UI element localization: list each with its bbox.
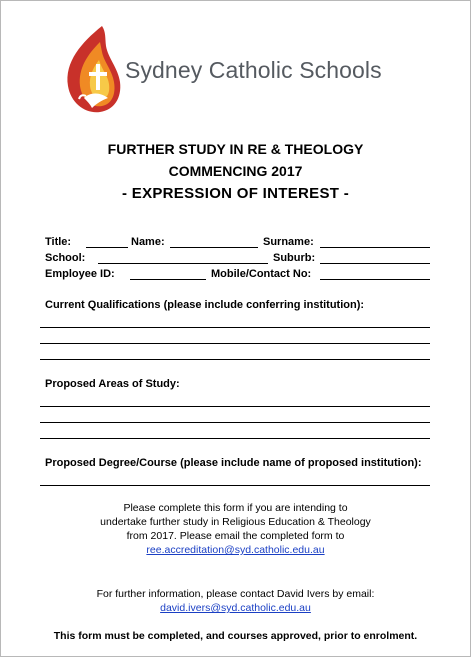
instructions-line-1: Please complete this form if you are intending to [123, 502, 348, 514]
title-field[interactable] [86, 247, 128, 248]
qualifications-line-1[interactable] [40, 327, 430, 328]
form-type: - EXPRESSION OF INTEREST - [122, 185, 349, 202]
qualifications-line-3[interactable] [40, 359, 430, 360]
employee-id-field[interactable] [130, 279, 206, 280]
qualifications-line-2[interactable] [40, 343, 430, 344]
contact-line-1: For further information, please contact David Ivers by email: [96, 588, 375, 600]
surname-field[interactable] [320, 247, 430, 248]
logo-text: Sydney Catholic Schools [125, 57, 382, 83]
school-field[interactable] [98, 263, 268, 264]
suburb-label: Suburb: [273, 252, 316, 264]
employee-id-label: Employee ID: [45, 268, 115, 280]
instructions-line-2: undertake further study in Religious Education & Theology [100, 516, 371, 528]
areas-line-3[interactable] [40, 438, 430, 439]
instructions [20, 501, 451, 557]
name-label: Name: [131, 236, 165, 248]
degree-line-1[interactable] [40, 485, 430, 486]
flame-cross-dove-icon [62, 24, 124, 116]
mobile-label: Mobile/Contact No: [211, 268, 312, 280]
name-field[interactable] [170, 247, 258, 248]
suburb-field[interactable] [320, 263, 430, 264]
accreditation-email-link[interactable]: ree.accreditation@syd.catholic.edu.au [146, 544, 325, 556]
form-title: FURTHER STUDY IN RE & THEOLOGY [107, 141, 364, 157]
qualifications-label: Current Qualifications (please include conferring institution): [45, 299, 365, 311]
contact-info [20, 587, 451, 615]
areas-line-2[interactable] [40, 422, 430, 423]
instructions-line-3: from 2017. Please email the completed form to [126, 530, 345, 542]
form-subtitle: COMMENCING 2017 [168, 163, 303, 179]
areas-label: Proposed Areas of Study: [45, 378, 180, 390]
surname-label: Surname: [263, 236, 314, 248]
title-label: Title: [45, 236, 72, 248]
school-label: School: [45, 252, 86, 264]
degree-label: Proposed Degree/Course (please include name of proposed institution): [45, 457, 422, 469]
mobile-field[interactable] [320, 279, 430, 280]
footer-note: This form must be completed, and courses approved, prior to enrolment. [53, 630, 418, 642]
contact-email-link[interactable]: david.ivers@syd.catholic.edu.au [160, 602, 311, 614]
logo [62, 24, 422, 116]
areas-line-1[interactable] [40, 406, 430, 407]
